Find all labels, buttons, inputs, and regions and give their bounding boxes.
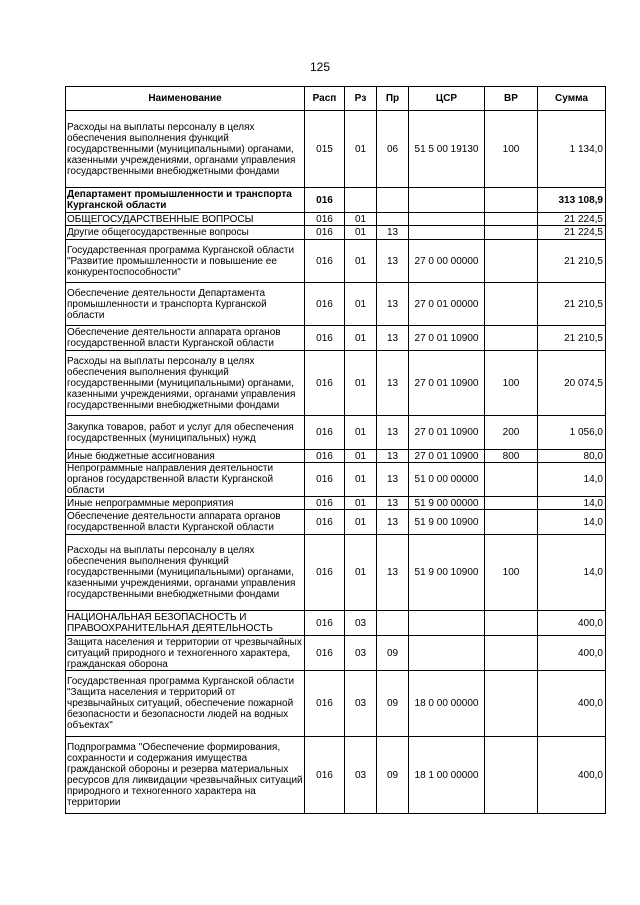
header-rasp: Расп	[305, 87, 345, 111]
cell-pr: 09	[377, 636, 409, 671]
cell-rz: 01	[345, 240, 377, 283]
table-row	[66, 226, 606, 240]
cell-pr: 09	[377, 737, 409, 814]
cell-name: Обеспечение деятельности Департамента промышленности и транспорта Курганской области	[66, 283, 305, 326]
cell-vr: 100	[485, 535, 538, 611]
cell-sum: 14,0	[538, 510, 606, 535]
cell-vr	[485, 463, 538, 497]
cell-vr	[485, 636, 538, 671]
cell-csr	[409, 188, 485, 213]
table-row	[66, 351, 606, 416]
cell-sum: 20 074,5	[538, 351, 606, 416]
cell-rasp: 016	[305, 737, 345, 814]
cell-sum: 400,0	[538, 636, 606, 671]
cell-rz: 01	[345, 510, 377, 535]
cell-rz: 01	[345, 351, 377, 416]
cell-vr: 800	[485, 450, 538, 463]
cell-pr	[377, 188, 409, 213]
cell-csr: 27 0 01 10900	[409, 326, 485, 351]
cell-pr: 06	[377, 111, 409, 188]
cell-csr: 18 0 00 00000	[409, 671, 485, 737]
cell-rz: 01	[345, 226, 377, 240]
cell-rz: 01	[345, 416, 377, 450]
cell-vr	[485, 497, 538, 510]
table-row	[66, 240, 606, 283]
cell-csr: 27 0 01 00000	[409, 283, 485, 326]
table-row	[66, 611, 606, 636]
cell-name: Другие общегосударственные вопросы	[66, 226, 305, 240]
cell-vr	[485, 283, 538, 326]
table-row	[66, 463, 606, 497]
cell-csr	[409, 611, 485, 636]
cell-csr: 27 0 00 00000	[409, 240, 485, 283]
cell-rz: 01	[345, 111, 377, 188]
cell-name: Расходы на выплаты персоналу в целях обеспечения выполнения функций государственными (муниципальными) органами, казенными учреждениями, органами управления государственными внебюджетными фондами	[66, 111, 305, 188]
header-pr: Пр	[377, 87, 409, 111]
cell-rasp: 016	[305, 510, 345, 535]
cell-pr: 13	[377, 351, 409, 416]
cell-name: Иные бюджетные ассигнования	[66, 450, 305, 463]
cell-pr: 13	[377, 240, 409, 283]
cell-sum: 14,0	[538, 535, 606, 611]
table-row	[66, 636, 606, 671]
cell-csr	[409, 636, 485, 671]
table-header-row	[66, 87, 606, 111]
cell-sum: 400,0	[538, 611, 606, 636]
table-row	[66, 737, 606, 814]
cell-sum: 21 210,5	[538, 283, 606, 326]
cell-sum: 313 108,9	[538, 188, 606, 213]
cell-rz: 01	[345, 463, 377, 497]
table-row	[66, 213, 606, 226]
cell-csr: 27 0 01 10900	[409, 450, 485, 463]
cell-vr	[485, 737, 538, 814]
cell-name: Защита населения и территории от чрезвычайных ситуаций природного и техногенного характера, гражданская оборона	[66, 636, 305, 671]
cell-name: Обеспечение деятельности аппарата органов государственной власти Курганской области	[66, 510, 305, 535]
cell-csr: 51 5 00 19130	[409, 111, 485, 188]
cell-name: Государственная программа Курганской области "Защита населения и территорий от чрезвычайных ситуаций, обеспечение пожарной безопасности и безопасности людей на водных объектах"	[66, 671, 305, 737]
cell-rasp: 016	[305, 497, 345, 510]
cell-vr	[485, 671, 538, 737]
table-row	[66, 671, 606, 737]
cell-rz: 01	[345, 535, 377, 611]
cell-vr	[485, 240, 538, 283]
cell-vr	[485, 188, 538, 213]
cell-rasp: 016	[305, 671, 345, 737]
cell-csr: 51 0 00 00000	[409, 463, 485, 497]
cell-rz: 01	[345, 283, 377, 326]
header-vr: ВР	[485, 87, 538, 111]
cell-sum: 1 056,0	[538, 416, 606, 450]
cell-vr	[485, 326, 538, 351]
cell-csr: 27 0 01 10900	[409, 416, 485, 450]
cell-rasp: 015	[305, 111, 345, 188]
cell-rasp: 016	[305, 611, 345, 636]
cell-pr: 13	[377, 283, 409, 326]
cell-pr: 13	[377, 463, 409, 497]
cell-csr: 51 9 00 10900	[409, 535, 485, 611]
cell-pr: 13	[377, 226, 409, 240]
cell-name: Обеспечение деятельности аппарата органов государственной власти Курганской области	[66, 326, 305, 351]
cell-sum: 14,0	[538, 497, 606, 510]
header-name: Наименование	[66, 87, 305, 111]
table-row	[66, 416, 606, 450]
cell-rz: 03	[345, 636, 377, 671]
cell-pr: 13	[377, 535, 409, 611]
cell-vr	[485, 611, 538, 636]
cell-rz: 01	[345, 326, 377, 351]
cell-rasp: 016	[305, 240, 345, 283]
cell-rz	[345, 188, 377, 213]
cell-pr	[377, 213, 409, 226]
table-row	[66, 510, 606, 535]
cell-pr: 13	[377, 497, 409, 510]
cell-rz: 01	[345, 213, 377, 226]
cell-sum: 21 210,5	[538, 326, 606, 351]
table-row	[66, 535, 606, 611]
cell-pr: 13	[377, 326, 409, 351]
cell-name: Государственная программа Курганской области "Развитие промышленности и повышение ее конкурентоспособности"	[66, 240, 305, 283]
header-csr: ЦСР	[409, 87, 485, 111]
table-row	[66, 111, 606, 188]
cell-rasp: 016	[305, 283, 345, 326]
cell-rasp: 016	[305, 226, 345, 240]
cell-csr	[409, 226, 485, 240]
cell-sum: 21 210,5	[538, 240, 606, 283]
cell-rasp: 016	[305, 326, 345, 351]
cell-csr: 18 1 00 00000	[409, 737, 485, 814]
cell-name: Подпрограмма "Обеспечение формирования, сохранности и содержания имущества гражданской обороны и резерва материальных ресурсов для ликвидации чрезвычайных ситуаций природного и техногенного характера на территории	[66, 737, 305, 814]
cell-rz: 01	[345, 450, 377, 463]
cell-csr: 51 9 00 00000	[409, 497, 485, 510]
cell-csr: 27 0 01 10900	[409, 351, 485, 416]
cell-name: Департамент промышленности и транспорта Курганской области	[66, 188, 305, 213]
table-row	[66, 283, 606, 326]
cell-rasp: 016	[305, 463, 345, 497]
cell-name: Расходы на выплаты персоналу в целях обеспечения выполнения функций государственными (муниципальными) органами, казенными учреждениями, органами управления государственными внебюджетными фондами	[66, 351, 305, 416]
cell-sum: 400,0	[538, 737, 606, 814]
cell-sum: 400,0	[538, 671, 606, 737]
cell-rz: 03	[345, 671, 377, 737]
cell-vr	[485, 213, 538, 226]
cell-rz: 03	[345, 737, 377, 814]
table-row	[66, 188, 606, 213]
cell-rasp: 016	[305, 535, 345, 611]
cell-sum: 14,0	[538, 463, 606, 497]
cell-rz: 01	[345, 497, 377, 510]
budget-table	[65, 86, 606, 814]
table-row	[66, 450, 606, 463]
cell-rasp: 016	[305, 450, 345, 463]
cell-pr	[377, 611, 409, 636]
cell-rasp: 016	[305, 416, 345, 450]
cell-name: Расходы на выплаты персоналу в целях обеспечения выполнения функций государственными (муниципальными) органами, казенными учреждениями, органами управления государственными внебюджетными фондами	[66, 535, 305, 611]
cell-rasp: 016	[305, 188, 345, 213]
table-row	[66, 326, 606, 351]
table-row	[66, 497, 606, 510]
cell-name: Иные непрограммные мероприятия	[66, 497, 305, 510]
cell-rasp: 016	[305, 213, 345, 226]
cell-name: ОБЩЕГОСУДАРСТВЕННЫЕ ВОПРОСЫ	[66, 213, 305, 226]
header-sum: Сумма	[538, 87, 606, 111]
cell-pr: 13	[377, 450, 409, 463]
cell-csr: 51 9 00 10900	[409, 510, 485, 535]
cell-sum: 21 224,5	[538, 213, 606, 226]
cell-name: НАЦИОНАЛЬНАЯ БЕЗОПАСНОСТЬ И ПРАВООХРАНИТЕЛЬНАЯ ДЕЯТЕЛЬНОСТЬ	[66, 611, 305, 636]
cell-name: Непрограммные направления деятельности органов государственной власти Курганской области	[66, 463, 305, 497]
cell-vr: 200	[485, 416, 538, 450]
cell-sum: 21 224,5	[538, 226, 606, 240]
page-number: 125	[309, 60, 331, 74]
cell-rasp: 016	[305, 351, 345, 416]
cell-vr	[485, 510, 538, 535]
header-rz: Рз	[345, 87, 377, 111]
cell-csr	[409, 213, 485, 226]
cell-sum: 1 134,0	[538, 111, 606, 188]
cell-rasp: 016	[305, 636, 345, 671]
cell-pr: 13	[377, 510, 409, 535]
cell-name: Закупка товаров, работ и услуг для обеспечения государственных (муниципальных) нужд	[66, 416, 305, 450]
cell-sum: 80,0	[538, 450, 606, 463]
cell-rz: 03	[345, 611, 377, 636]
cell-vr: 100	[485, 351, 538, 416]
cell-vr: 100	[485, 111, 538, 188]
cell-pr: 09	[377, 671, 409, 737]
cell-pr: 13	[377, 416, 409, 450]
cell-vr	[485, 226, 538, 240]
